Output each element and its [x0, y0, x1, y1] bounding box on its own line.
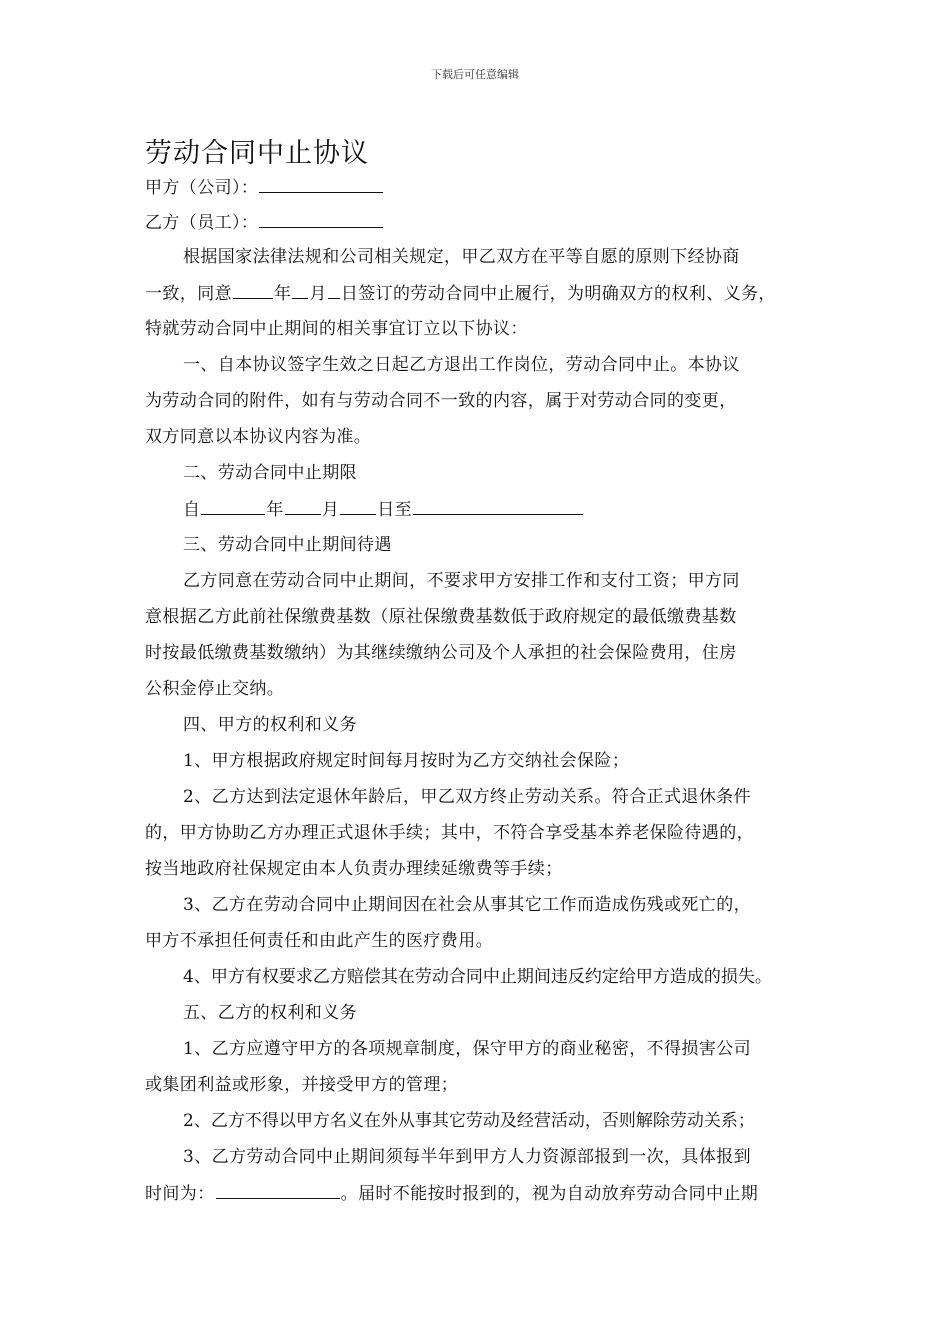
period-start-year-blank: [201, 498, 265, 515]
party-a-line: [145, 176, 384, 199]
section2-period-line: 自 年 月 日至: [183, 498, 584, 521]
period-start-day-blank: [340, 498, 376, 515]
section4-item-4: 4、甲方有权要求乙方赔偿其在劳动合同中止期间违反约定给甲方造成的损失。: [183, 967, 772, 987]
section5-item-2: 2、乙方不得以甲方名义在外从事其它劳动及经营活动，否则解除劳动关系；: [183, 1111, 755, 1131]
section3-line-1: 乙方同意在劳动合同中止期间，不要求甲方安排工作和支付工资；甲方同: [183, 571, 740, 591]
section3-line-4: 公积金停止交纳。: [145, 679, 285, 699]
section3-line-3: 时按最低缴费基数缴纳）为其继续缴纳公司及个人承担的社会保险费用，住房: [145, 643, 737, 663]
section5-title: 五、乙方的权利和义务: [183, 1003, 357, 1023]
section5-item-1-line-2: 或集团利益或形象，并接受甲方的管理；: [145, 1075, 459, 1095]
page-header: 下载后可任意编辑: [431, 68, 519, 81]
section2-title: 二、劳动合同中止期限: [183, 463, 357, 483]
section3-title: 三、劳动合同中止期间待遇: [183, 535, 392, 555]
party-b-blank: [259, 211, 383, 228]
section5-item-3-line-1: 3、乙方劳动合同中止期间须每半年到甲方人力资源部报到一次，具体报到: [183, 1147, 752, 1167]
party-b-line: [145, 211, 384, 234]
section4-item-3-line-2: 甲方不承担任何责任和由此产生的医疗费用。: [145, 931, 493, 951]
intro-line-3: 特就劳动合同中止期间的相关事宜订立以下协议：: [145, 319, 528, 339]
report-time-blank: [216, 1182, 340, 1199]
contract-month-blank: [292, 282, 308, 299]
period-start-month-blank: [285, 498, 321, 515]
section1-line-1: 一、自本协议签字生效之日起乙方退出工作岗位，劳动合同中止。本协议: [183, 355, 740, 375]
period-end-blank: [413, 498, 583, 515]
section4-item-1: 1、甲方根据政府规定时间每月按时为乙方交纳社会保险；: [183, 751, 630, 771]
party-b-label: 乙方（员工）：: [145, 213, 259, 233]
section1-line-3: 双方同意以本协议内容为准。: [145, 427, 372, 447]
party-a-label: 甲方（公司）：: [145, 178, 259, 198]
section4-title: 四、甲方的权利和义务: [183, 715, 357, 735]
party-a-blank: [259, 176, 383, 193]
document-title: 劳动合同中止协议: [145, 138, 369, 169]
contract-day-blank: [328, 282, 340, 299]
contract-year-blank: [233, 282, 273, 299]
section5-item-3-line-2: 时间为： 。届时不能按时报到的，视为自动放弃劳动合同中止期: [145, 1184, 759, 1204]
section3-line-2: 意根据乙方此前社保缴费基数（原社保缴费基数低于政府规定的最低缴费基数: [145, 607, 737, 627]
intro-line-1: 根据国家法律法规和公司相关规定，甲乙双方在平等自愿的原则下经协商: [183, 247, 740, 267]
section4-item-2-line-1: 2、乙方达到法定退休年龄后，甲乙双方终止劳动关系。符合正式退休条件: [183, 787, 752, 807]
section1-line-2: 为劳动合同的附件，如有与劳动合同不一致的内容，属于对劳动合同的变更，: [145, 391, 737, 411]
section4-item-2-line-2: 的，甲方协助乙方办理正式退休手续；其中，不符合享受基本养老保险待遇的，: [145, 823, 754, 843]
section4-item-3-line-1: 3、乙方在劳动合同中止期间因在社会从事其它工作而造成伤残或死亡的，: [183, 895, 752, 915]
section4-item-2-line-3: 按当地政府社保规定由本人负责办理续延缴费等手续；: [145, 859, 563, 879]
section5-item-1-line-1: 1、乙方应遵守甲方的各项规章制度，保守甲方的商业秘密，不得损害公司: [183, 1039, 752, 1059]
intro-line-2: 一致，同意 年 月 日签订的劳动合同中止履行，为明确双方的权利、义务，: [145, 284, 776, 304]
